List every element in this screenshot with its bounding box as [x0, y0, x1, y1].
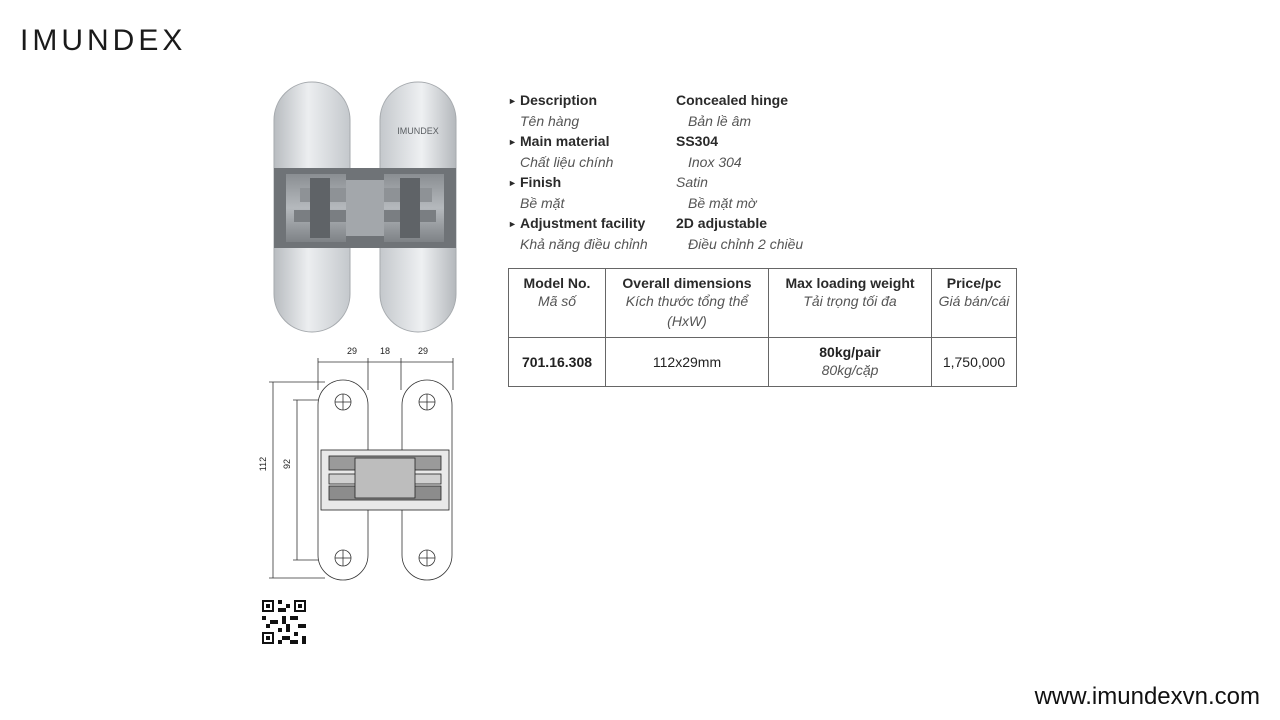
spec-finish-en	[508, 172, 803, 193]
dim-height-inner: 92	[282, 458, 292, 470]
spec-label: Main material	[520, 133, 610, 149]
hinge-photo	[270, 80, 460, 335]
dim-height-outer: 112	[258, 456, 268, 472]
price-table	[508, 268, 1017, 387]
col-price: Price/pc Giá bán/cái	[932, 269, 1017, 338]
website-link[interactable]: www.imundexvn.com	[1034, 683, 1260, 710]
spec-label: Chất liệu chính	[520, 154, 614, 170]
spec-label: Finish	[520, 174, 562, 190]
qr-code[interactable]	[262, 600, 306, 644]
table-header-row	[509, 269, 1017, 338]
spec-label: Description	[520, 92, 598, 108]
spec-label: Bề mặt	[520, 195, 565, 211]
dim-mid: 18	[379, 346, 391, 356]
spec-value: Concealed hinge	[676, 92, 789, 108]
bullet-arrow-icon: ►	[508, 178, 517, 188]
spec-value: Inox 304	[688, 154, 742, 170]
spec-label: Khả năng điều chỉnh	[520, 236, 648, 252]
brand-logo: IMUNDEX	[20, 24, 187, 57]
bullet-arrow-icon: ►	[508, 96, 517, 106]
spec-label: Tên hàng	[520, 113, 580, 129]
spec-finish-vi	[508, 193, 803, 213]
spec-description-en	[508, 90, 803, 111]
bullet-arrow-icon: ►	[508, 137, 517, 147]
cell-weight: 80kg/pair 80kg/cặp	[769, 338, 932, 387]
spec-value: Điều chỉnh 2 chiều	[688, 236, 804, 252]
spec-adjustment-en	[508, 213, 803, 234]
spec-description-vi	[508, 111, 803, 131]
table-row	[509, 338, 1017, 387]
spec-list	[508, 90, 803, 254]
cell-model: 701.16.308	[509, 338, 606, 387]
spec-value: SS304	[676, 133, 719, 149]
col-model: Model No. Mã số	[509, 269, 606, 338]
spec-value: Bề mặt mờ	[688, 195, 757, 211]
technical-drawing	[255, 340, 470, 585]
spec-label: Adjustment facility	[520, 215, 646, 231]
col-weight: Max loading weight Tải trọng tối đa	[769, 269, 932, 338]
col-dimensions: Overall dimensions Kích thước tổng thể (HxW)	[606, 269, 769, 338]
cell-price: 1,750,000	[932, 338, 1017, 387]
spec-material-en	[508, 131, 803, 152]
spec-value: Bản lề âm	[688, 113, 752, 129]
dim-right: 29	[417, 346, 429, 356]
bullet-arrow-icon: ►	[508, 219, 517, 229]
photo-engraving: IMUNDEX	[397, 126, 439, 136]
dim-left: 29	[346, 346, 358, 356]
spec-value: Satin	[676, 174, 708, 190]
cell-dimensions: 112x29mm	[606, 338, 769, 387]
spec-value: 2D adjustable	[676, 215, 768, 231]
spec-adjustment-vi	[508, 234, 803, 254]
spec-material-vi	[508, 152, 803, 172]
